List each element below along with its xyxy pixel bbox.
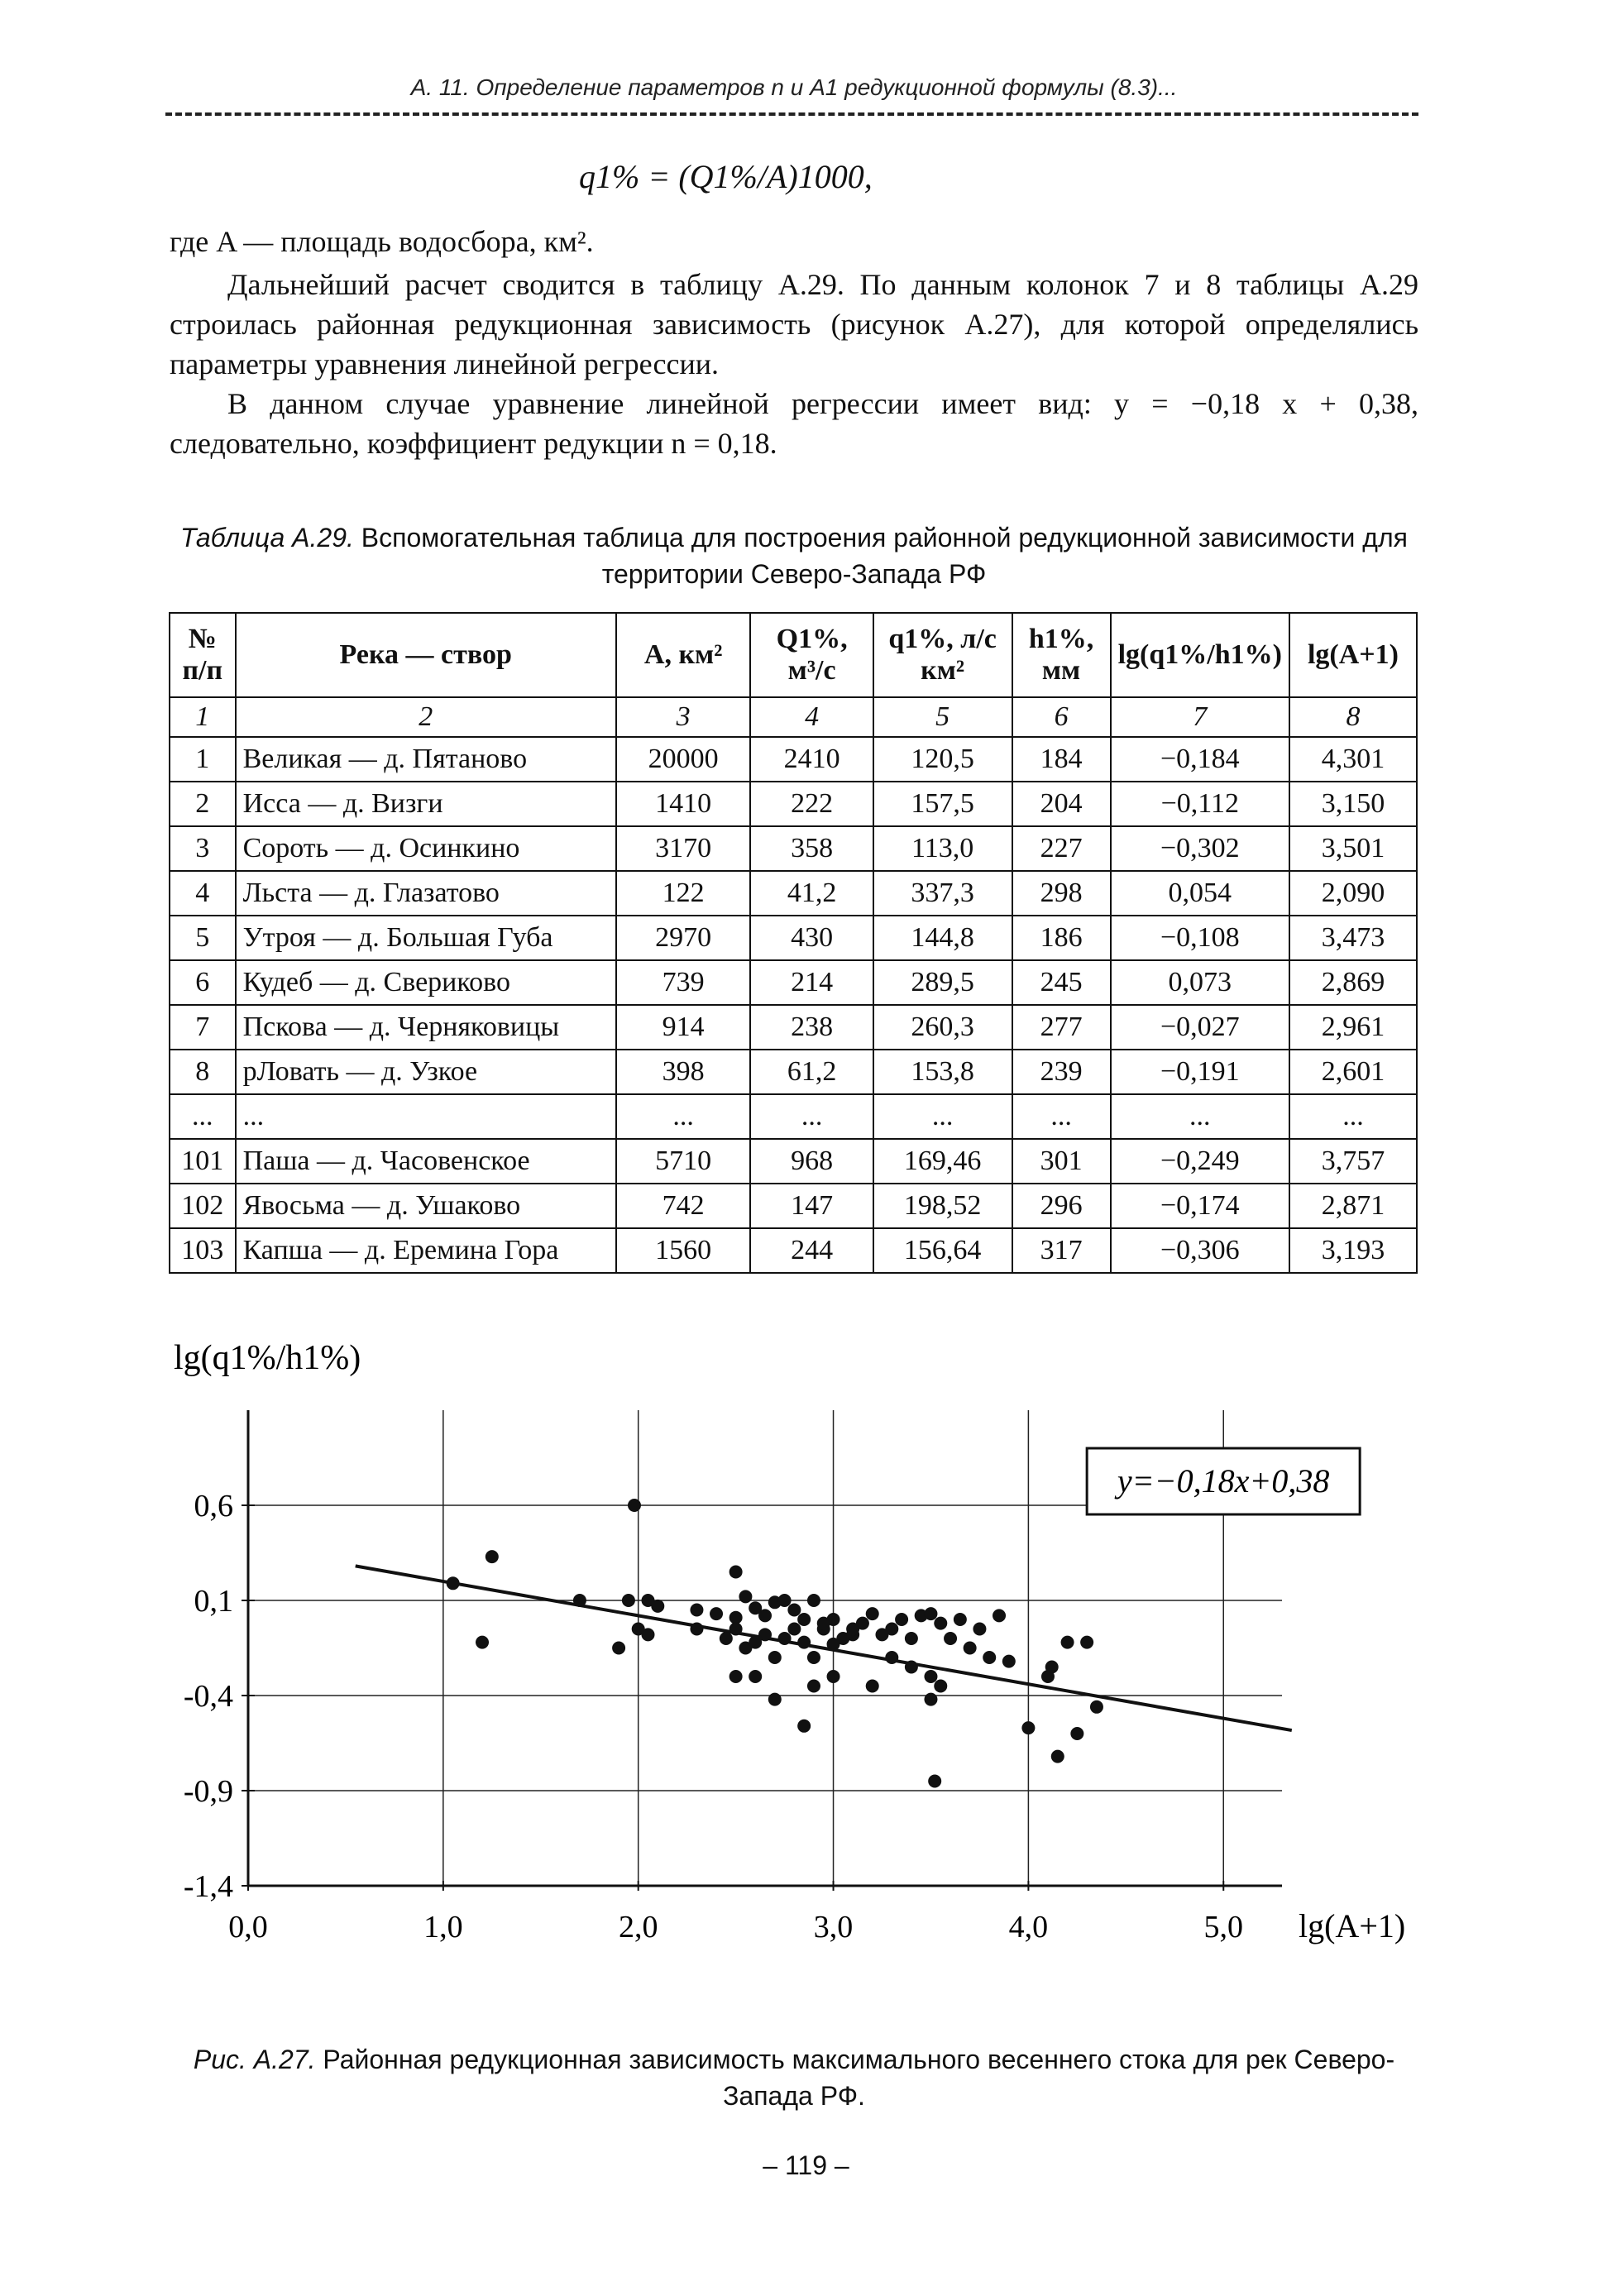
table-header-cell: q1%, л/с км² [873,613,1012,697]
table-cell: −0,306 [1111,1228,1289,1273]
table-cell: 0,073 [1111,960,1289,1005]
formula: q1% = (Q1%/A)1000, [579,158,873,195]
table-cell: 101 [170,1139,236,1184]
x-tick-label: 4,0 [1008,1910,1049,1944]
data-point [885,1651,898,1664]
data-point [612,1642,625,1655]
table-cell: 3,150 [1289,782,1417,826]
data-point [739,1590,752,1603]
data-point [641,1628,654,1641]
paragraph-calculation: Дальнейший расчет сводится в таблицу А.29. По данным колонок 7 и 8 таблицы А.29 строилась районная редукционная зависимость (рисунок А.27), для которой определялись параметры уравнения линейной регрессии. [170,268,1418,380]
data-point [807,1651,820,1664]
table-cell: −0,191 [1111,1050,1289,1094]
table-header-cell: lg(q1%/h1%) [1111,613,1289,697]
table-cell: 2,961 [1289,1005,1417,1050]
table-cell: ... [1012,1094,1111,1139]
table-cell: 398 [616,1050,751,1094]
data-point [905,1632,918,1645]
data-point [924,1693,937,1706]
table-cell: 0,054 [1111,871,1289,916]
data-point [924,1607,937,1620]
table-row [170,1005,1417,1050]
table-body [170,697,1417,1273]
data-point [1070,1727,1083,1740]
page-number: – 119 – [763,2150,849,2180]
table-cell: 7 [170,1005,236,1050]
data-point [778,1632,792,1645]
table-cell: 61,2 [750,1050,873,1094]
table-cell: 184 [1012,737,1111,782]
table-cell: −0,174 [1111,1184,1289,1228]
table-cell: Исса — д. Визги [236,782,616,826]
data-point [983,1651,996,1664]
table-cell: 245 [1012,960,1111,1005]
table-row [170,916,1417,960]
table-cell: 214 [750,960,873,1005]
data-point [944,1632,957,1645]
data-point [651,1600,664,1613]
table-cell: Кудеб — д. Свериково [236,960,616,1005]
table-cell: 6 [170,960,236,1005]
data-point [690,1623,703,1636]
table-cell: Явосьма — д. Ушаково [236,1184,616,1228]
data-point [729,1566,743,1579]
data-point [797,1613,811,1626]
data-point [622,1594,635,1607]
table-cell: 102 [170,1184,236,1228]
data-point [993,1609,1006,1622]
x-tick-label: 3,0 [813,1910,854,1944]
table-cell: 5 [170,916,236,960]
table-cell: 296 [1012,1184,1111,1228]
table-cell: 204 [1012,782,1111,826]
data-point [778,1594,792,1607]
table-cell: Сороть — д. Осинкино [236,826,616,871]
data-point [934,1617,947,1630]
table-row [170,737,1417,782]
table-cell: 742 [616,1184,751,1228]
figure-caption [170,2041,1418,2114]
scatter-chart [157,1323,1431,2035]
data-point [628,1499,641,1512]
data-point [768,1651,782,1664]
data-point [690,1604,703,1617]
data-point [827,1638,840,1651]
column-number-cell: 5 [873,697,1012,737]
table-cell: 244 [750,1228,873,1273]
table-header-cell: Q1%, м³/с [750,613,873,697]
table-cell: 337,3 [873,871,1012,916]
table-cell: 186 [1012,916,1111,960]
data-point [1080,1636,1093,1649]
y-tick-label: 0,1 [194,1584,233,1619]
data-point [486,1550,499,1563]
data-point [1045,1661,1059,1674]
table-cell: 1560 [616,1228,751,1273]
equation-label: y=−0,18x+0,38 [1117,1462,1330,1500]
table-row [170,871,1417,916]
table-row [170,1228,1417,1273]
table-cell: Капша — д. Еремина Гора [236,1228,616,1273]
table-cell: ... [236,1094,616,1139]
table-cell: 238 [750,1005,873,1050]
y-tick-label: -1,4 [183,1869,233,1904]
data-point [905,1661,918,1674]
data-point [964,1642,977,1655]
data-point [710,1607,723,1620]
table-cell: рЛовать — д. Узкое [236,1050,616,1094]
table-header-row [170,613,1417,697]
figure-caption-label: Рис. А.27. [193,2045,316,2074]
table-cell: 2,869 [1289,960,1417,1005]
table-cell: 2 [170,782,236,826]
data-point [928,1775,941,1788]
regression-line [356,1566,1292,1730]
column-number-cell: 7 [1111,697,1289,737]
data-point [827,1670,840,1683]
table-cell: −0,112 [1111,782,1289,826]
running-head: А. 11. Определение параметров n и A1 редукционной формулы (8.3)... [410,74,1178,100]
table-cell: ... [616,1094,751,1139]
table-cell: 2,871 [1289,1184,1417,1228]
table-row [170,782,1417,826]
data-point [573,1594,586,1607]
table-cell: 169,46 [873,1139,1012,1184]
data-point [1051,1750,1064,1763]
data-point [720,1632,733,1645]
table-cell: ... [1289,1094,1417,1139]
table-row [170,1139,1417,1184]
table-cell: Утроя — д. Большая Губа [236,916,616,960]
table-cell: −0,027 [1111,1005,1289,1050]
table-caption [170,519,1418,592]
x-tick-label: 5,0 [1203,1910,1243,1944]
data-point [934,1680,947,1693]
table-cell: 968 [750,1139,873,1184]
data-point [817,1617,830,1630]
table-cell: 260,3 [873,1005,1012,1050]
data-point [924,1670,937,1683]
table-cell: 156,64 [873,1228,1012,1273]
table-cell: 739 [616,960,751,1005]
column-number-cell: 8 [1289,697,1417,737]
data-point [807,1594,820,1607]
table-cell: 41,2 [750,871,873,916]
data-point [954,1613,967,1626]
data-point [797,1720,811,1733]
table-cell: 3,473 [1289,916,1417,960]
data-point [787,1623,801,1636]
data-point [866,1680,879,1693]
column-number-cell: 2 [236,697,616,737]
table-cell: ... [750,1094,873,1139]
table-cell: 2970 [616,916,751,960]
table-cell: 227 [1012,826,1111,871]
column-number-cell: 4 [750,697,873,737]
table-cell: Пскова — д. Черняковицы [236,1005,616,1050]
data-point [1061,1636,1074,1649]
table-header-cell: Река — створ [236,613,616,697]
table-cell: 317 [1012,1228,1111,1273]
y-tick-label: -0,4 [183,1679,233,1714]
table-caption-label: Таблица А.29. [180,523,354,552]
column-number-cell: 1 [170,697,236,737]
header-divider [165,112,1418,116]
column-number-cell: 6 [1012,697,1111,737]
table-cell: 3 [170,826,236,871]
data-point [729,1623,743,1636]
table-cell: 301 [1012,1139,1111,1184]
x-tick-label: 2,0 [618,1910,658,1944]
data-point [749,1670,762,1683]
table-cell: −0,108 [1111,916,1289,960]
data-point [895,1613,908,1626]
x-tick-label: 0,0 [228,1910,268,1944]
data-point [973,1623,986,1636]
table-cell: 4 [170,871,236,916]
table-cell: 430 [750,916,873,960]
table-cell: 153,8 [873,1050,1012,1094]
data-point [1021,1721,1035,1734]
table-cell: 358 [750,826,873,871]
table-cell: 3,193 [1289,1228,1417,1273]
table-cell: 144,8 [873,916,1012,960]
table-cell: 3,501 [1289,826,1417,871]
y-tick-label: 0,6 [194,1489,233,1523]
data-table [169,612,1418,1274]
table-header-cell: lg(A+1) [1289,613,1417,697]
table-row [170,826,1417,871]
table-row [170,1094,1417,1139]
table-cell: 20000 [616,737,751,782]
table-cell: 2,601 [1289,1050,1417,1094]
table-cell: 914 [616,1005,751,1050]
table-cell: 5710 [616,1139,751,1184]
table-cell: 8 [170,1050,236,1094]
table-cell: ... [1111,1094,1289,1139]
y-axis-label: lg(q1%/h1%) [174,1339,361,1377]
data-point [1002,1655,1016,1668]
table-row [170,960,1417,1005]
data-point [797,1636,811,1649]
paragraph-area-definition: где A — площадь водосбора, км². [170,225,594,258]
table-cell: ... [170,1094,236,1139]
x-axis-label: lg(A+1) [1299,1907,1406,1944]
data-point [846,1623,859,1636]
table-cell: −0,249 [1111,1139,1289,1184]
x-tick-label: 1,0 [423,1910,463,1944]
data-point [476,1636,489,1649]
table-cell: Льста — д. Глазатово [236,871,616,916]
paragraph-regression: В данном случае уравнение линейной регрессии имеет вид: y = −0,18 x + 0,38, следовательно, коэффициент редукции n = 0,18. [170,387,1418,460]
table-cell: 298 [1012,871,1111,916]
data-point [866,1607,879,1620]
table-cell: 122 [616,871,751,916]
table-cell: 2,090 [1289,871,1417,916]
table-cell: Паша — д. Часовенское [236,1139,616,1184]
data-point [729,1611,743,1624]
table-cell: 1 [170,737,236,782]
table-cell: 289,5 [873,960,1012,1005]
data-point [807,1680,820,1693]
table-cell: Великая — д. Пятаново [236,737,616,782]
table-header-cell: A, км² [616,613,751,697]
table-cell: 198,52 [873,1184,1012,1228]
data-point [787,1604,801,1617]
table-cell: 120,5 [873,737,1012,782]
table-row [170,1184,1417,1228]
table-cell: ... [873,1094,1012,1139]
data-point [758,1609,772,1622]
table-row [170,1050,1417,1094]
table-cell: 222 [750,782,873,826]
table-cell: 4,301 [1289,737,1417,782]
table-cell: −0,302 [1111,826,1289,871]
data-point [758,1628,772,1641]
table-cell: 147 [750,1184,873,1228]
table-cell: 3,757 [1289,1139,1417,1184]
table-header-cell: № п/п [170,613,236,697]
table-header-cell: h1%, мм [1012,613,1111,697]
y-tick-label: -0,9 [183,1774,233,1809]
data-point [1090,1700,1103,1714]
data-point [768,1693,782,1706]
column-number-cell: 3 [616,697,751,737]
table-cell: 103 [170,1228,236,1273]
data-point [885,1623,898,1636]
table-cell: 113,0 [873,826,1012,871]
table-cell: 1410 [616,782,751,826]
table-cell: 2410 [750,737,873,782]
table-cell: −0,184 [1111,737,1289,782]
table-cell: 239 [1012,1050,1111,1094]
table-caption-text: Вспомогательная таблица для построения районной редукционной зависимости для территории Северо-Запада РФ [361,523,1408,589]
data-point [729,1670,743,1683]
table-column-number-row [170,697,1417,737]
figure-caption-text: Районная редукционная зависимость максимального весеннего стока для рек Северо-Запада РФ. [323,2045,1395,2111]
chart-svg [157,1323,1431,2035]
table-cell: 3170 [616,826,751,871]
table-cell: 277 [1012,1005,1111,1050]
data-point [447,1576,460,1590]
table-cell: 157,5 [873,782,1012,826]
